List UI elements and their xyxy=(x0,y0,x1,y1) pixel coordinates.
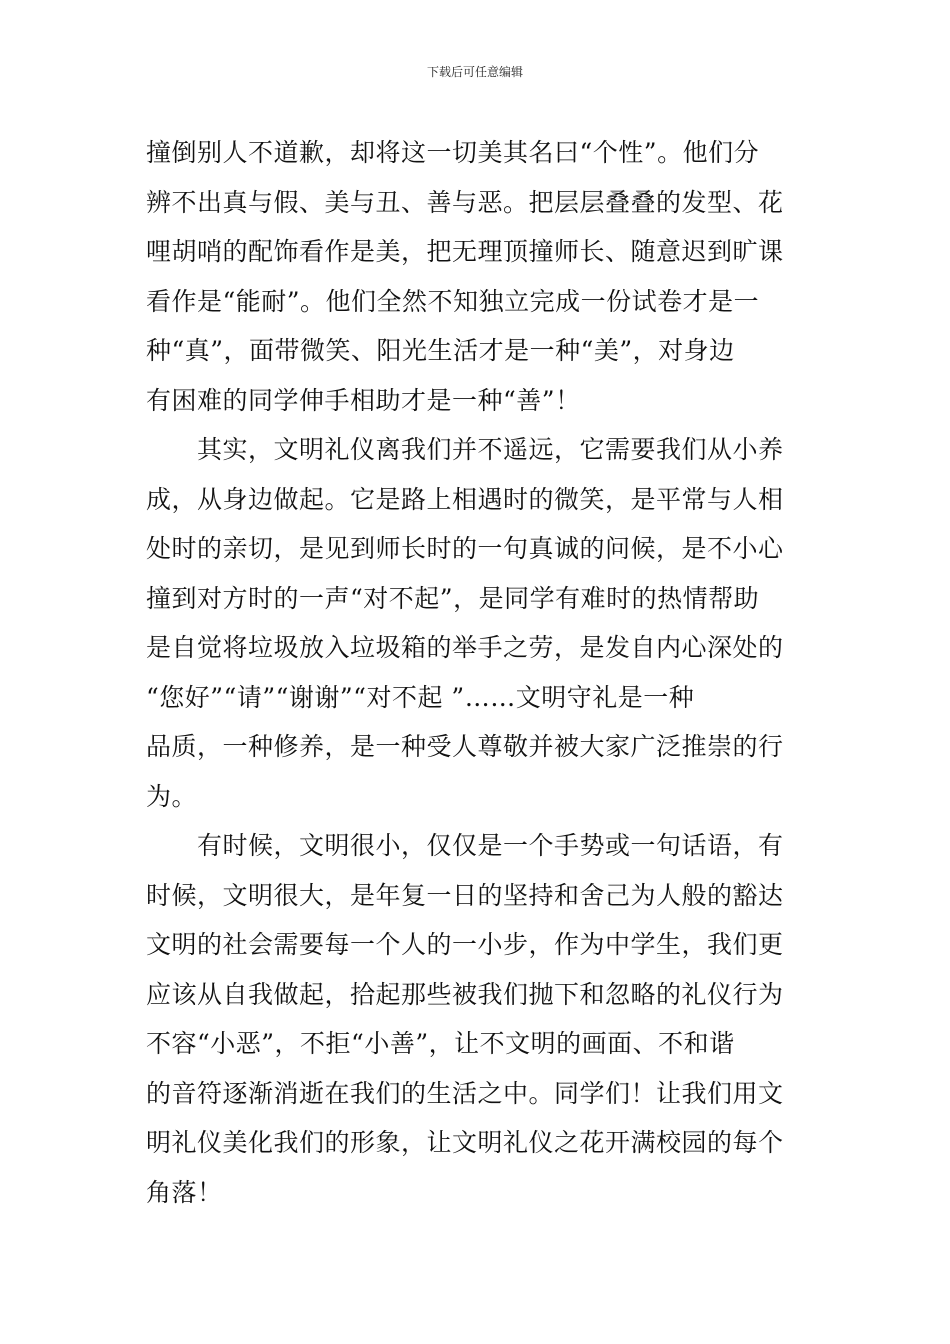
text-line: 成，从身边做起。它是路上相遇时的微笑，是平常与人相 xyxy=(146,484,784,514)
document-body xyxy=(146,128,806,1217)
text-line: 看作是“能耐”。他们全然不知独立完成一份试卷才是一 xyxy=(146,286,760,316)
text-line: 明礼仪美化我们的形象，让文明礼仪之花开满校园的每个 xyxy=(146,1128,784,1157)
text-line: 辨不出真与假、美与丑、善与恶。把层层叠叠的发型、花 xyxy=(146,187,784,217)
text-line: 其实，文明礼仪离我们并不遥远，它需要我们从小养 xyxy=(146,435,784,464)
text-line: 有困难的同学伸手相助才是一种“善”！ xyxy=(146,385,581,415)
text-line: 撞到对方时的一声“对不起”，是同学有难时的热情帮助 xyxy=(146,583,760,613)
text-line: 处时的亲切，是见到师长时的一句真诚的问候，是不小心 xyxy=(146,534,784,563)
text-line: 不容“小恶”，不拒“小善”，让不文明的画面、不和谐 xyxy=(146,1029,735,1058)
text-line: 的音符逐渐消逝在我们的生活之中。同学们！让我们用文 xyxy=(146,1078,784,1108)
text-line: 种“真”，面带微笑、阳光生活才是一种“美”，对身边 xyxy=(146,336,735,365)
text-line: 哩胡哨的配饰看作是美，把无理顶撞师长、随意迟到旷课 xyxy=(146,237,784,266)
text-line: 有时候，文明很小，仅仅是一个手势或一句话语，有 xyxy=(146,831,784,860)
text-line: 为。 xyxy=(146,781,198,811)
text-line: 应该从自我做起，拾起那些被我们抛下和忽略的礼仪行为 xyxy=(146,979,784,1009)
text-line: 文明的社会需要每一个人的一小步，作为中学生，我们更 xyxy=(146,930,784,959)
text-line: 撞倒别人不道歉，却将这一切美其名曰“个性”。他们分 xyxy=(146,138,760,167)
text-line: 品质，一种修养，是一种受人尊敬并被大家广泛推崇的行 xyxy=(146,732,784,761)
text-line: “您好”“请”“谢谢”“对不起 ”……文明守礼是一种 xyxy=(146,682,695,712)
text-line: 角落！ xyxy=(146,1177,223,1207)
text-line: 是自觉将垃圾放入垃圾箱的举手之劳，是发自内心深处的 xyxy=(146,633,784,662)
page-header: 下载后可任意编辑 xyxy=(426,65,523,79)
text-line: 时候，文明很大，是年复一日的坚持和舍己为人般的豁达 xyxy=(146,880,784,910)
